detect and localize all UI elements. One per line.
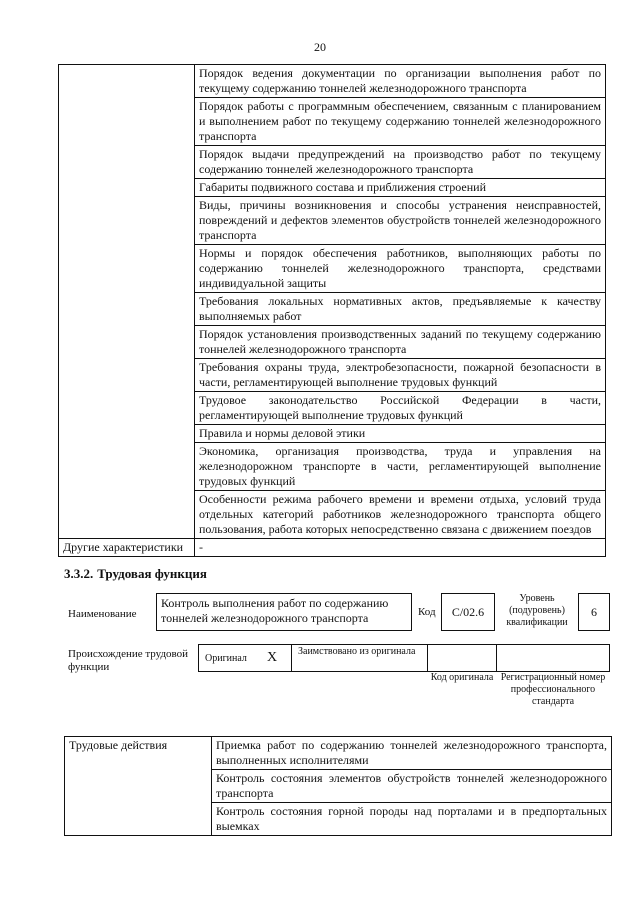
name-label: Наименование: [68, 608, 137, 620]
section-title: Трудовая функция: [97, 566, 207, 581]
other-characteristics-value: -: [195, 539, 606, 557]
knowledge-item: Нормы и порядок обеспечения работников, выполняющих работы по содержанию тоннелей железнодорожного транспорта, средствами индивидуальной защиты: [195, 245, 606, 293]
borrowed-box: Заимствовано из оригинала: [291, 644, 428, 672]
knowledge-item: Порядок установления производственных заданий по текущему содержанию тоннелей железнодорожного транспорта: [195, 326, 606, 359]
knowledge-item: Габариты подвижного состава и приближения строений: [195, 179, 606, 197]
knowledge-table: [58, 64, 606, 557]
original-box: [198, 644, 292, 672]
knowledge-item: Виды, причины возникновения и способы устранения неисправностей, повреждений и дефектов элементов обустройств тоннелей железнодорожного транспорта: [195, 197, 606, 245]
reg-number-box: [496, 644, 610, 672]
page-number: 20: [314, 40, 326, 54]
knowledge-item: Правила и нормы деловой этики: [195, 425, 606, 443]
level-label: Уровень (подуровень) квалификации: [506, 593, 568, 628]
knowledge-item: Порядок работы с программным обеспечением, связанным с планированием и выполнением работ по текущему содержанию тоннелей железнодорожного транспорта: [195, 98, 606, 146]
code-label: Код: [418, 606, 436, 618]
knowledge-item: Требования локальных нормативных актов, предъявляемые к качеству выполняемых работ: [195, 293, 606, 326]
original-label: Оригинал: [205, 653, 247, 664]
action-item: Приемка работ по содержанию тоннелей железнодорожного транспорта, выполненных исполнителями: [212, 737, 612, 770]
actions-table: [64, 736, 612, 836]
knowledge-item: Особенности режима рабочего времени и времени отдыха, условий труда отдельных категорий работников железнодорожного транспорта общего пользования, работа которых непосредственно связана с движением поездов: [195, 491, 606, 539]
origin-label: Происхождение трудовой функции: [68, 648, 189, 673]
section-heading: [64, 566, 207, 582]
action-item: Контроль состояния горной породы над порталами и в предпортальных выемках: [212, 803, 612, 836]
knowledge-item: Порядок выдачи предупреждений на производство работ по текущему содержанию тоннелей железнодорожного транспорта: [195, 146, 606, 179]
other-characteristics-label: Другие характеристики: [59, 539, 195, 557]
code-value-box: С/02.6: [441, 593, 495, 631]
knowledge-item: Порядок ведения документации по организации выполнения работ по текущему содержанию тоннелей железнодорожного транспорта: [195, 65, 606, 98]
reg-number-label: Регистрационный номер профессионального стандарта: [500, 672, 606, 707]
knowledge-item: Трудовое законодательство Российской Федерации в части, регламентирующей выполнение трудовых функций: [195, 392, 606, 425]
knowledge-item: Экономика, организация производства, труда и управления на железнодорожном транспорте в части, регламентирующей выполнение трудовых функций: [195, 443, 606, 491]
knowledge-label-cell: [59, 65, 195, 539]
code-original-label: Код оригинала: [430, 672, 494, 683]
knowledge-item: Требования охраны труда, электробезопасности, пожарной безопасности в части, регламентирующей выполнение трудовых функций: [195, 359, 606, 392]
level-value-box: 6: [578, 593, 610, 631]
action-item: Контроль состояния элементов обустройств тоннелей железнодорожного транспорта: [212, 770, 612, 803]
code-original-box: [427, 644, 497, 672]
function-name-box: Контроль выполнения работ по содержанию тоннелей железнодорожного транспорта: [156, 593, 412, 631]
original-mark: X: [267, 650, 278, 665]
section-number: 3.3.2.: [64, 566, 94, 581]
actions-label: Трудовые действия: [65, 737, 212, 836]
